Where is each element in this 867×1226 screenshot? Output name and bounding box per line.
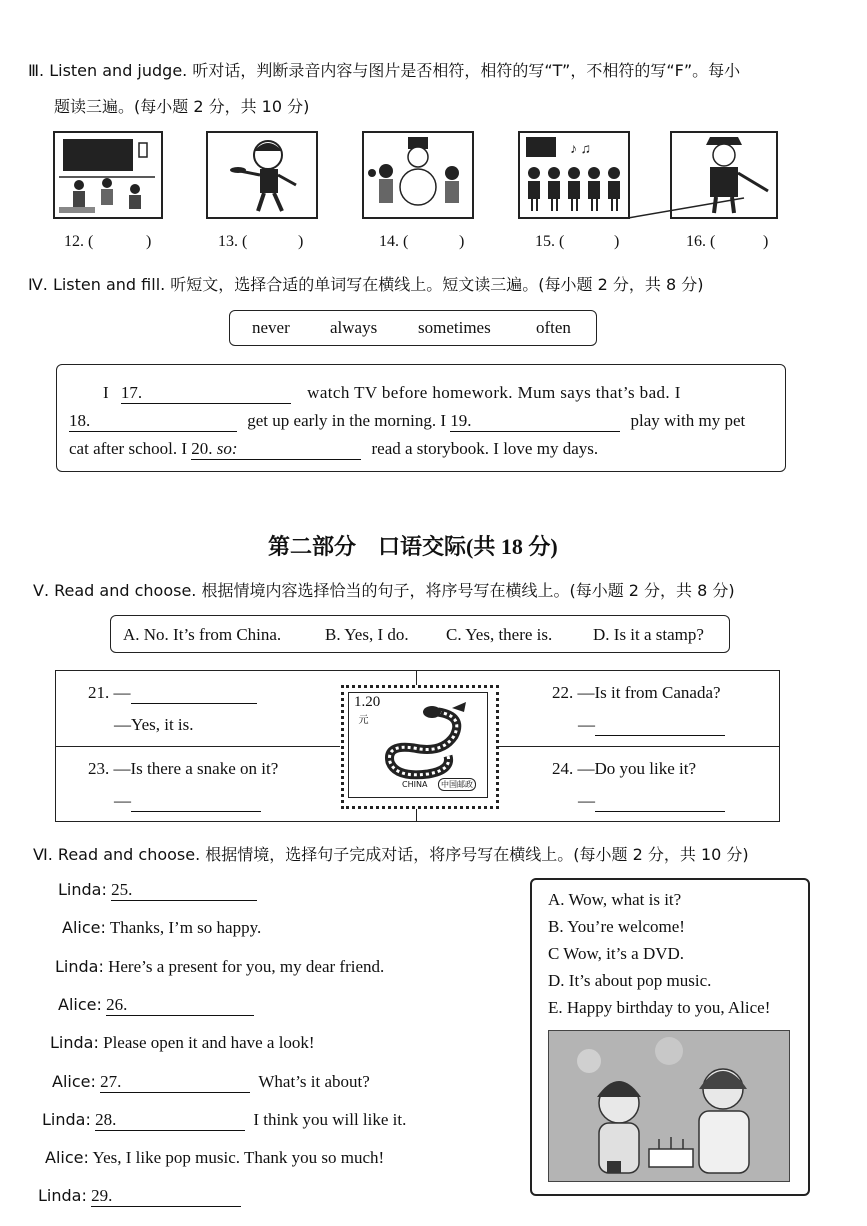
blank-22[interactable] bbox=[595, 715, 725, 736]
stamp-unit: 元 bbox=[356, 714, 367, 724]
section6-title: Ⅵ. Read and choose. 根据情境，选择句子完成对话，将序号写在横线上。(每小题 2 分，共 10 分) bbox=[33, 845, 749, 864]
stray-pen-line bbox=[626, 196, 746, 220]
snowman-picture bbox=[362, 131, 474, 219]
speaker-alice: Alice: bbox=[62, 918, 106, 937]
q22-text: 22. —Is it from Canada? bbox=[552, 683, 721, 702]
section5-options-box bbox=[110, 615, 730, 653]
passage-box bbox=[56, 364, 786, 472]
blank-17[interactable] bbox=[121, 383, 291, 404]
blank-26-number: 26. bbox=[106, 995, 128, 1014]
dialog-line-5: Please open it and have a look! bbox=[103, 1033, 315, 1052]
stamp-post: 中国邮政 bbox=[438, 778, 476, 791]
option-a: A. No. It’s from China. bbox=[123, 625, 282, 644]
blank-18[interactable] bbox=[69, 411, 237, 432]
item-13-close: ) bbox=[298, 233, 304, 250]
section4-title: Ⅳ. Listen and fill. 听短文，选择合适的单词写在横线上。短文读三遍。(每小题 2 分，共 8 分) bbox=[28, 275, 704, 294]
item-12-number: 12. ( bbox=[64, 233, 94, 250]
blank-19[interactable] bbox=[450, 411, 620, 432]
dialog-line-3: Here’s a present for you, my dear friend. bbox=[108, 957, 385, 976]
item-15-close: ) bbox=[614, 233, 620, 250]
passage-line3a: cat after school. I bbox=[69, 439, 187, 458]
option-b: B. Yes, I do. bbox=[325, 625, 409, 644]
blank-20-handwriting: so: bbox=[216, 439, 238, 458]
blank-23[interactable] bbox=[131, 791, 261, 812]
speaker-linda: Linda: bbox=[55, 957, 104, 976]
boy-picture bbox=[206, 131, 318, 219]
option6-b: B. You’re welcome! bbox=[548, 917, 685, 936]
option-c: C. Yes, there is. bbox=[446, 625, 553, 644]
section3-title-line2: 题读三遍。(每小题 2 分，共 10 分) bbox=[54, 97, 310, 116]
blank-29-number: 29. bbox=[91, 1186, 113, 1205]
word-bank bbox=[229, 310, 597, 346]
dialog-line-2: Thanks, I’m so happy. bbox=[109, 918, 262, 937]
speaker-linda: Linda: bbox=[42, 1110, 91, 1129]
item-12-close: ) bbox=[146, 233, 152, 250]
word-never: never bbox=[252, 318, 290, 337]
a21-text: —Yes, it is. bbox=[114, 715, 194, 734]
option6-a: A. Wow, what is it? bbox=[548, 890, 682, 909]
blank-25-number: 25. bbox=[111, 880, 133, 899]
snake-icon bbox=[368, 698, 478, 784]
q21-label: 21. — bbox=[88, 683, 131, 702]
stamp-dialog-box bbox=[55, 670, 780, 822]
choir-picture bbox=[518, 131, 630, 219]
q23-text: 23. —Is there a snake on it? bbox=[88, 759, 279, 778]
speaker-alice: Alice: bbox=[52, 1072, 96, 1091]
speaker-alice: Alice: bbox=[58, 995, 102, 1014]
blank-18-number: 18. bbox=[69, 411, 91, 430]
a24-dash: — bbox=[578, 791, 595, 810]
blank-20[interactable] bbox=[191, 439, 361, 460]
stamp-value: 1.20 bbox=[354, 694, 381, 710]
snake-stamp bbox=[341, 685, 499, 809]
blank-24[interactable] bbox=[595, 791, 725, 812]
q24-text: 24. —Do you like it? bbox=[552, 759, 697, 778]
speaker-linda: Linda: bbox=[50, 1033, 99, 1052]
a23-dash: — bbox=[114, 791, 131, 810]
blank-17-number: 17. bbox=[120, 383, 143, 402]
speaker-linda: Linda: bbox=[58, 880, 107, 899]
word-always: always bbox=[330, 318, 378, 337]
passage-line1: watch TV before homework. Mum says that’s bad. I bbox=[307, 383, 681, 402]
item-13-number: 13. ( bbox=[218, 233, 248, 250]
passage-line3b: read a storybook. I love my days. bbox=[371, 439, 599, 458]
part2-title: 第二部分 口语交际(共 18 分) bbox=[268, 534, 558, 559]
speaker-linda: Linda: bbox=[38, 1186, 87, 1205]
dialog-line-6: What’s it about? bbox=[258, 1072, 370, 1091]
word-often: often bbox=[536, 318, 571, 337]
blank-25[interactable] bbox=[111, 880, 257, 901]
a22-dash: — bbox=[578, 715, 595, 734]
classroom-picture bbox=[53, 131, 163, 219]
birthday-picture bbox=[548, 1030, 790, 1182]
item-15-number: 15. ( bbox=[535, 233, 565, 250]
option6-d: D. It’s about pop music. bbox=[548, 971, 712, 990]
blank-26[interactable] bbox=[106, 995, 254, 1016]
blank-27[interactable] bbox=[100, 1072, 250, 1093]
section5-title: Ⅴ. Read and choose. 根据情境内容选择恰当的句子，将序号写在横线上。(每小题 2 分，共 8 分) bbox=[33, 581, 735, 600]
dialog-line-8: Yes, I like pop music. Thank you so much! bbox=[92, 1148, 385, 1167]
item-16-number: 16. ( bbox=[686, 233, 716, 250]
blank-20-number: 20. bbox=[191, 439, 213, 458]
item-16-close: ) bbox=[763, 233, 769, 250]
stamp-country: CHINA bbox=[402, 780, 428, 789]
passage-line2b: play with my pet bbox=[630, 411, 746, 430]
passage-i: I bbox=[103, 383, 109, 402]
blank-28[interactable] bbox=[95, 1110, 245, 1131]
blank-28-number: 28. bbox=[95, 1110, 117, 1129]
option6-c: C Wow, it’s a DVD. bbox=[548, 944, 685, 963]
section6-options-box bbox=[530, 878, 810, 1196]
speaker-alice: Alice: bbox=[45, 1148, 89, 1167]
blank-29[interactable] bbox=[91, 1186, 241, 1207]
passage-line2a: get up early in the morning. I bbox=[247, 411, 447, 430]
option6-e: E. Happy birthday to you, Alice! bbox=[548, 998, 771, 1017]
dialog-line-7: I think you will like it. bbox=[253, 1110, 407, 1129]
section3-title-line1: Ⅲ. Listen and judge. 听对话，判断录音内容与图片是否相符，相符的写“T”，不相符的写“F”。每小 bbox=[28, 61, 741, 80]
blank-21[interactable] bbox=[131, 683, 257, 704]
blank-27-number: 27. bbox=[100, 1072, 122, 1091]
word-sometimes: sometimes bbox=[418, 318, 491, 337]
item-14-close: ) bbox=[459, 233, 465, 250]
blank-19-number: 19. bbox=[450, 411, 472, 430]
item-14-number: 14. ( bbox=[379, 233, 409, 250]
option-d: D. Is it a stamp? bbox=[593, 625, 704, 644]
svg-text:♪ ♫: ♪ ♫ bbox=[570, 142, 591, 157]
